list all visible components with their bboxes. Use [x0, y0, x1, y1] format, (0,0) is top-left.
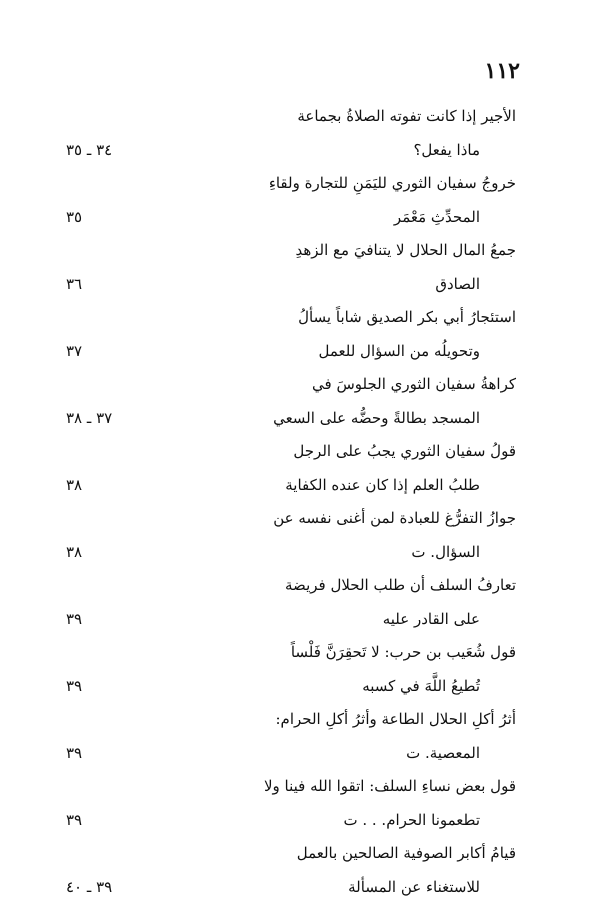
- toc-entry-pages: ٣٨: [66, 536, 186, 570]
- toc-entry: [120, 301, 516, 368]
- toc-entry-pages: ٣٩ ـ ٤٠: [66, 871, 186, 904]
- toc-entry: [120, 770, 516, 837]
- toc-entry-line: تُطيعُ اللَّهَ في كسبه: [120, 670, 516, 704]
- toc-entry-pages: ٣٥: [66, 201, 186, 235]
- toc-entry-line: تطعمونا الحرام. . . ت: [120, 804, 516, 838]
- toc-entry-line: المحدِّثِ مَعْمَر: [120, 201, 516, 235]
- toc-entry-line: خروجُ سفيان الثوري لليَمَنِ للتجارة ولقاءِ: [120, 167, 516, 201]
- toc-entry-line: جوازُ التفرُّغ للعبادة لمن أغنى نفسه عن: [120, 502, 516, 536]
- toc-entry-line: قول بعض نساءِ السلف: اتقوا الله فينا ولا: [120, 770, 516, 804]
- toc-entry-line: على القادر عليه: [120, 603, 516, 637]
- toc-entry-line: المعصية. ت: [120, 737, 516, 771]
- toc-entry-line: الصادق: [120, 268, 516, 302]
- toc-entry-line: أثرُ أكلِ الحلال الطاعة وأثرُ أكلِ الحرام:: [120, 703, 516, 737]
- toc-entry-line: قول شُعَيب بن حرب: لا تَحقِرَنَّ فَلْساً: [120, 636, 516, 670]
- toc-entry-line: تعارفُ السلف أن طلب الحلال فريضة: [120, 569, 516, 603]
- toc-entry-line: استئجارُ أبي بكر الصديق شاباً يسألُ: [120, 301, 516, 335]
- toc-entry: [120, 636, 516, 703]
- toc-entry: [120, 167, 516, 234]
- toc-entry-pages: ٣٩: [66, 603, 186, 637]
- toc-entry-pages: ٣٧: [66, 335, 186, 369]
- table-of-contents: [120, 100, 516, 904]
- toc-entry: [120, 837, 516, 904]
- toc-entry: [120, 234, 516, 301]
- toc-entry-pages: ٣٧ ـ ٣٨: [66, 402, 186, 436]
- toc-entry: [120, 703, 516, 770]
- toc-entry: [120, 368, 516, 435]
- toc-entry-line: للاستغناء عن المسألة: [120, 871, 516, 904]
- toc-entry-pages: ٣٩: [66, 670, 186, 704]
- toc-entry-pages: ٣٦: [66, 268, 186, 302]
- toc-entry: [120, 100, 516, 167]
- toc-entry-pages: ٣٨: [66, 469, 186, 503]
- toc-entry-line: ماذا يفعل؟: [120, 134, 516, 168]
- toc-entry-line: طلبُ العلم إذا كان عنده الكفاية: [120, 469, 516, 503]
- toc-entry-pages: ٣٩: [66, 804, 186, 838]
- toc-entry: [120, 435, 516, 502]
- toc-entry-line: قولُ سفيان الثوري يجبُ على الرجل: [120, 435, 516, 469]
- toc-entry: [120, 502, 516, 569]
- toc-entry-line: السؤال. ت: [120, 536, 516, 570]
- toc-entry-line: كراهةُ سفيان الثوري الجلوسَ في: [120, 368, 516, 402]
- toc-entry-line: قيامُ أكابر الصوفية الصالحين بالعمل: [120, 837, 516, 871]
- toc-entry-pages: ٣٤ ـ ٣٥: [66, 134, 186, 168]
- page-number: ١١٢: [485, 58, 520, 84]
- toc-entry-line: وتحويلُه من السؤال للعمل: [120, 335, 516, 369]
- toc-entry-line: الأجير إذا كانت تفوته الصلاةُ بجماعة: [120, 100, 516, 134]
- toc-entry-pages: ٣٩: [66, 737, 186, 771]
- toc-entry: [120, 569, 516, 636]
- toc-entry-line: جمعُ المال الحلال لا يتنافيَ مع الزهدِ: [120, 234, 516, 268]
- toc-entry-line: المسجد بطالةً وحضُّه على السعي: [120, 402, 516, 436]
